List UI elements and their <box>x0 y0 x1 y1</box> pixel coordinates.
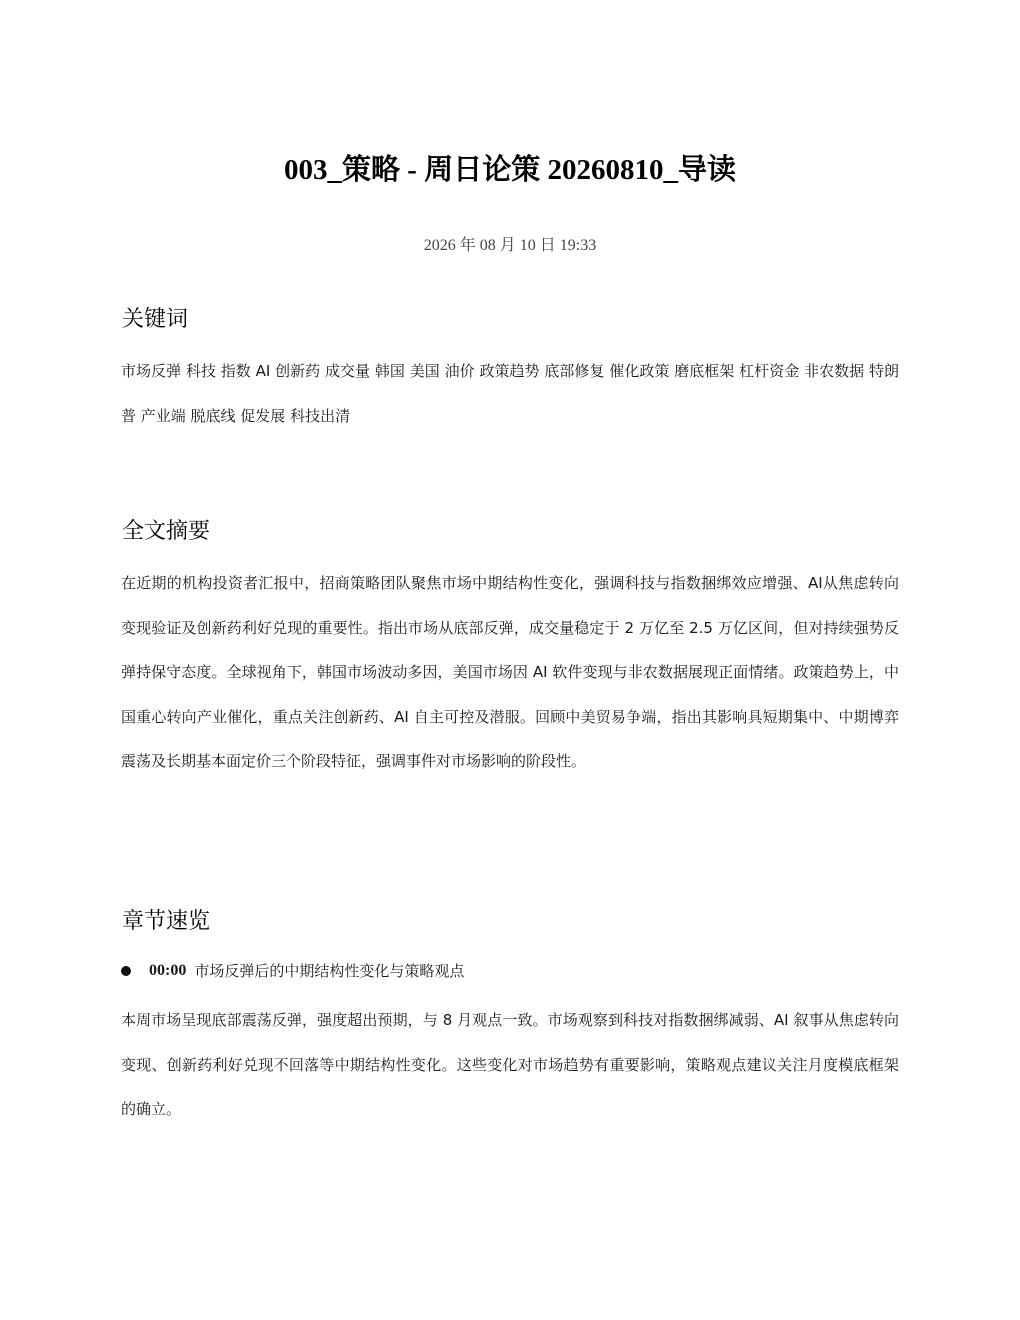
keywords-heading: 关键词 <box>122 307 189 332</box>
chapters-heading: 章节速览 <box>122 909 211 934</box>
doc-title: 003_策略 - 周日论策 20260810_导读 <box>284 154 736 186</box>
summary-text: 在近期的机构投资者汇报中，招商策略团队聚焦市场中期结构性变化，强调科技与指数捆绑效应增强、AI从焦虑转向变现验证及创新药利好兑现的重要性。指出市场从底部反弹，成交量稳定于 2 万亿至 2.5 万亿区间，但对持续强势反弹持保守态度。全球视角下，韩国市场波动多因，美国市场因 AI 软件变现与非农数据展现正面情绪。政策趋势上，中国重心转向产业催化，重点关注创新药、AI 自主可控及潜服。回顾中美贸易争端，指出其影响具短期集中、中期博弈震荡及长期基本面定价三个阶段特征，强调事件对市场影响的阶段性。 <box>121 574 899 770</box>
keywords-list: 市场反弹 科技 指数 AI 创新药 成交量 韩国 美国 油价 政策趋势 底部修复 催化政策 磨底框架 杠杆资金 非农数据 特朗普 产业端 脱底线 促发展 科技出清 <box>121 362 899 425</box>
chapter-text: 本周市场呈现底部震荡反弹，强度超出预期，与 8 月观点一致。市场观察到科技对指数捆绑减弱、AI 叙事从焦虑转向变现、创新药利好兑现不回落等中期结构性变化。这些变化对市场趋势有重要影响，策略观点建议关注月度模底框架的确立。 <box>121 1011 899 1118</box>
summary-heading: 全文摘要 <box>122 519 211 544</box>
doc-date: 2026 年 08 月 10 日 19:33 <box>423 237 597 254</box>
chapter-title: 市场反弹后的中期结构性变化与策略观点 <box>194 962 465 980</box>
chapter-item <box>121 960 464 981</box>
bullet-dot-icon <box>121 966 131 976</box>
chapter-timestamp: 00:00 <box>149 961 187 979</box>
